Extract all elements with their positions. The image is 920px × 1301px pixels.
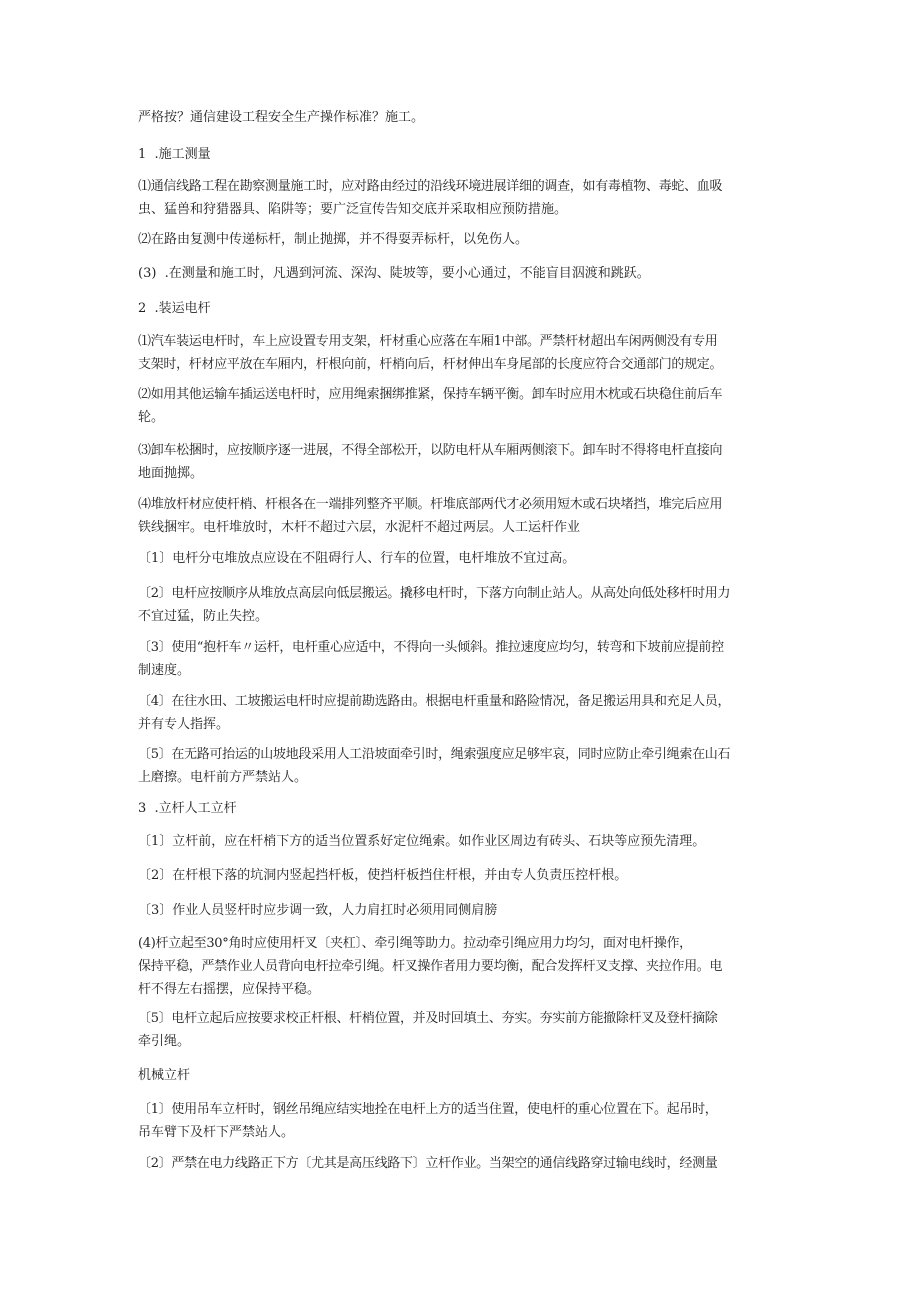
text-line: (4)杆立起至30°角时应使用杆叉〔夹杠〕、牵引绳等助力。拉动牵引绳应用力均匀，面对电杆操作， [138,936,692,951]
text-line: ⑵在路由复测中传递标杆，制止抛掷，并不得耍弄标杆，以免伤人。 [138,232,529,247]
text-line: 地面抛掷。 [138,466,204,481]
text-line: 杆不得左右摇摆，应保持平稳。 [138,982,321,997]
section-heading-4 [138,1064,798,1087]
text-line: 〔5〕在无路可抬运的山坡地段采用人工沿坡面牵引时，绳索强度应足够牢哀，同时应防止牵引绳索在山石 [138,747,731,762]
text-line: 〔2〕在杆根下落的坑洞内竖起挡杆板，使挡杆板挡住杆根，并由专人负责压控杆根。 [138,868,628,883]
text-line: 牵引绳。 [138,1034,191,1049]
paragraph-2 [138,175,798,221]
text-line: ⑴汽车装运电杆时，车上应设置专用支架，杆材重心应落在车厢1中部。严禁杆材超出车闲两侧没有专用 [138,334,718,349]
text-line: 吊车臂下及杆下严禁站人。 [138,1125,295,1140]
paragraph-7 [138,439,798,485]
paragraph-20 [138,1152,798,1175]
paragraph-6 [138,383,798,429]
text-line: 保持平稳，严禁作业人员背向电杆拉牵引绳。杆叉操作者用力要均衡，配合发挥杆叉支撑、夹拉作用。电 [138,959,723,974]
text-line: 〔1〕使用吊车立杆时，钢丝吊绳应结实地拴在电杆上方的适当住置，使电杆的重心位置在下。起吊时， [138,1102,718,1117]
section-heading-1 [138,143,798,166]
text-line: 虫、猛兽和狩猎器具、陷阱等；要广泛宣传告知交底并采取相应预防措施。 [138,202,568,217]
paragraph-3 [138,228,798,251]
text-line: 〔3〕作业人员竖杆时应步调一致，人力肩扛时必须用同侧肩膀 [138,903,498,918]
text-line: 〔5〕电杆立起后应按要求校正杆根、杆梢位置，并及时回填土、夯实。夯实前方能撤除杆叉及登杆摘除 [138,1011,718,1026]
paragraph-18 [138,1007,798,1053]
text-line: 轮。 [138,410,165,425]
text-line: 〔4〕在往水田、工坡搬运电杆时应提前勘选路由。根据电杆重量和路险情况，备足搬运用具和充足人员， [138,694,731,709]
text-line: (3) .在测量和施工时，凡遇到河流、深沟、陡坡等，要小心通过，不能盲目泅渡和跳跃。 [138,266,650,281]
text-line: 〔3〕使用“抱杆车〃运杆，电杆重心应适中，不得向一头倾斜。推拉速度应均匀，转弯和下坡前应提前控 [138,640,724,655]
paragraph-12 [138,690,798,736]
paragraph-9 [138,547,798,570]
heading-line: 机械立杆 [138,1068,191,1083]
heading-line: 1 .施工测量 [138,147,211,162]
text-line: 制速度。 [138,663,191,678]
paragraph-1 [138,106,798,129]
text-line: 〔1〕电杆分屯堆放点应设在不阻碍行人、行车的位置，电杆堆放不宜过高。 [138,551,576,566]
paragraph-16 [138,899,798,922]
paragraph-11 [138,636,798,682]
section-heading-2 [138,297,798,320]
paragraph-10 [138,582,798,628]
paragraph-17 [138,932,798,1001]
text-line: 并有专人指挥。 [138,717,230,732]
text-line: 〔2〕电杆应按顺序从堆放点高层向低层搬运。撬移电杆时，下落方向制止站人。从高处向低处移杆时用力 [138,586,731,601]
heading-line: 3 .立杆人工立杆 [138,801,237,816]
paragraph-4 [138,262,798,285]
text-line: 〔2〕严禁在电力线路正下方〔尤其是高压线路下〕立杆作业。当架空的通信线路穿过输电线时，经测量 [138,1156,718,1171]
paragraph-19 [138,1098,798,1144]
text-line: ⑴通信线路工程在勘察测量施工时，应对路由经过的沿线环境进展详细的调查，如有毒植物、毒蛇、血吸 [138,179,723,194]
text-line: 不宜过猛，防止失控。 [138,609,269,624]
paragraph-8 [138,493,798,539]
text-line: 严格按？通信建设工程安全生产操作标准？施工。 [138,110,425,125]
text-line: ⑵如用其他运输车插运送电杆时，应用绳索捆绑推紧，保持车辆平衡。卸车时应用木枕或石块稳住前后车 [138,387,723,402]
text-line: 铁线捆牢。电杆堆放时，木杆不超过六层，水泥杆不超过两层。人工运杆作业 [138,520,581,535]
heading-line: 2 .装运电杆 [138,301,211,316]
text-line: 上磨擦。电杆前方严禁站人。 [138,770,308,785]
text-line: 〔1〕立杆前，应在杆梢下方的适当位置系好定位绳索。如作业区周边有砖头、石块等应预先清理。 [138,834,706,849]
paragraph-13 [138,743,798,789]
text-line: ⑷堆放杆材应使杆梢、杆根各在一端排列整齐平顺。杆堆底部两代才必须用短木或石块堵挡，堆完后应用 [138,497,723,512]
paragraph-15 [138,864,798,887]
section-heading-3 [138,797,798,820]
text-line: ⑶卸车松捆时，应按顺序逐一进展，不得全部松开，以防电杆从车厢两侧滚下。卸车时不得将电杆直接向 [138,443,723,458]
paragraph-14 [138,830,798,853]
text-line: 支架时，杆材应平放在车厢内，杆根向前，杆梢向后，杆材伸出车身尾部的长度应符合交通部门的规定。 [138,357,723,372]
paragraph-5 [138,330,798,376]
